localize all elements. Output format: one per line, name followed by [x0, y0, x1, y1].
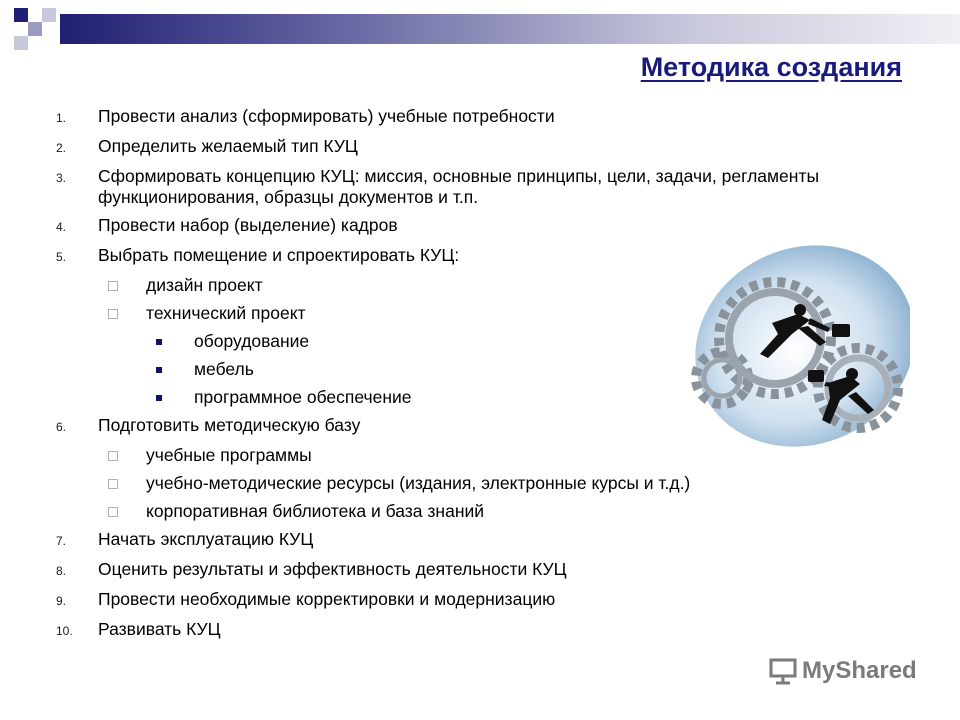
gears-businessmen-icon — [680, 238, 910, 458]
list-item — [56, 106, 916, 129]
item-number: 8. — [56, 564, 67, 578]
list-item — [56, 136, 916, 159]
hollow-square-bullet-icon — [108, 281, 118, 291]
filled-square-bullet-icon — [156, 367, 162, 373]
list-item — [56, 559, 916, 582]
list-item — [56, 215, 916, 238]
hollow-square-bullet-icon — [108, 451, 118, 461]
watermark — [768, 656, 917, 686]
item-number: 3. — [56, 171, 67, 185]
item-number: 2. — [56, 141, 67, 155]
item-number: 4. — [56, 220, 67, 234]
item-text: Начать эксплуатацию КУЦ — [98, 529, 314, 549]
item-text: Провести набор (выделение) кадров — [98, 215, 398, 235]
item-number: 7. — [56, 534, 67, 548]
sub-item-text: учебные программы — [146, 445, 312, 465]
item-text: Развивать КУЦ — [98, 619, 221, 639]
slide-title: Методика создания — [640, 52, 902, 82]
item-text: Оценить результаты и эффективность деятельности КУЦ — [98, 559, 567, 579]
list-item — [56, 166, 916, 208]
item-number: 9. — [56, 594, 67, 608]
item-number: 6. — [56, 420, 67, 434]
hollow-square-bullet-icon — [108, 479, 118, 489]
item-text: Провести необходимые корректировки и модернизацию — [98, 589, 556, 609]
hollow-square-bullet-icon — [108, 309, 118, 319]
sub-item-text: дизайн проект — [146, 275, 263, 295]
item-text: Подготовить методическую базу — [98, 415, 361, 435]
sub-sub-item-text: программное обеспечение — [194, 387, 412, 407]
item-number: 5. — [56, 250, 67, 264]
sub-item-text: корпоративная библиотека и база знаний — [146, 501, 485, 521]
item-number: 10. — [56, 624, 73, 638]
item-text: Определить желаемый тип КУЦ — [98, 136, 358, 156]
sub-sub-item-text: мебель — [194, 359, 254, 379]
list-item — [56, 529, 916, 552]
sub-sub-item-text: оборудование — [194, 331, 310, 351]
list-item — [56, 619, 916, 642]
item-text: Провести анализ (сформировать) учебные потребности — [98, 106, 555, 126]
hollow-square-bullet-icon — [108, 507, 118, 517]
filled-square-bullet-icon — [156, 395, 162, 401]
sub-item-text: учебно-методические ресурсы (издания, электронные курсы и т.д.) — [146, 473, 691, 493]
item-text: Выбрать помещение и спроектировать КУЦ: — [98, 245, 460, 265]
item-text: Сформировать концепцию КУЦ: миссия, основные принципы, цели, задачи, регламенты функционирования, образцы документов и т.п. — [98, 166, 820, 207]
sub-item — [56, 501, 916, 522]
item-number: 1. — [56, 111, 67, 125]
watermark-text: MyShared — [802, 657, 917, 684]
presentation-board-icon — [768, 656, 798, 686]
header-band — [60, 14, 960, 44]
list-item — [56, 589, 916, 612]
filled-square-bullet-icon — [156, 339, 162, 345]
sub-item — [56, 473, 916, 494]
sub-item-text: технический проект — [146, 303, 306, 323]
